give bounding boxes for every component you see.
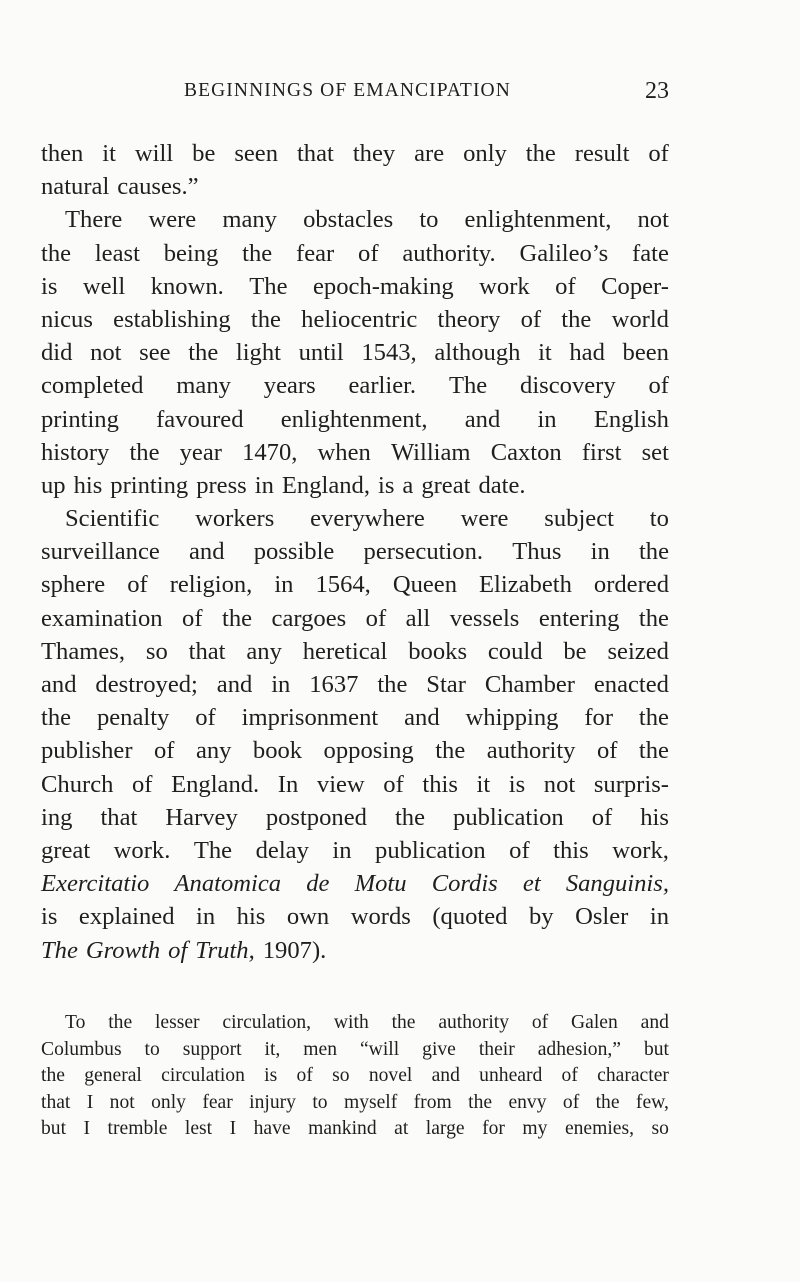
word: with [333, 1012, 369, 1033]
word: printing [110, 471, 189, 499]
word: enlightenment, [464, 206, 612, 234]
word: by [528, 903, 554, 931]
word: surpris- [593, 770, 669, 798]
word: Church [41, 770, 114, 798]
word: 1637 [309, 671, 359, 698]
text-line [41, 137, 669, 170]
word: any [195, 737, 232, 765]
text-line [41, 369, 669, 402]
word: penalty [96, 704, 170, 732]
word: least [94, 239, 140, 267]
page-number: 23 [645, 78, 669, 104]
word: were [460, 505, 509, 533]
word: year [179, 438, 222, 466]
word: cargoes [271, 604, 347, 632]
word: Galen [571, 1012, 618, 1033]
word: book [252, 737, 303, 765]
word: unheard [479, 1065, 543, 1087]
word: adhesion,” [537, 1038, 621, 1060]
word: of [555, 272, 576, 300]
word: be [563, 637, 587, 665]
word: of [153, 737, 175, 765]
word: and [189, 538, 225, 566]
word: opposing [323, 737, 414, 765]
word: English [593, 405, 669, 433]
word: completed [41, 372, 144, 400]
word: of [531, 1012, 549, 1033]
word: the [222, 604, 253, 632]
word: Osler [575, 903, 629, 931]
word: of [561, 1065, 578, 1087]
quote-line [41, 1116, 669, 1143]
word: is [377, 471, 395, 499]
word: Motu [354, 870, 407, 898]
word: the [561, 305, 592, 333]
word: of [296, 1065, 313, 1087]
word: of [648, 372, 669, 400]
word: lest [184, 1118, 213, 1140]
word: great [41, 836, 91, 864]
word: of [562, 1091, 580, 1113]
word: I [83, 1118, 91, 1140]
word: ing [41, 803, 73, 831]
word: The [249, 272, 288, 300]
word: in [254, 471, 274, 499]
word: et [522, 870, 541, 898]
word: persecution. [363, 538, 484, 566]
word: the [41, 239, 72, 267]
word: from [413, 1091, 452, 1113]
word: explained [78, 903, 175, 931]
word: England. [171, 770, 260, 798]
word: in [649, 903, 669, 931]
word: to [144, 1038, 160, 1060]
word: his [236, 903, 266, 931]
word: envy [508, 1091, 547, 1113]
word: everywhere [310, 505, 425, 533]
text-line [41, 170, 669, 203]
word: that [296, 140, 334, 167]
word: but [41, 1118, 67, 1140]
word: of [520, 305, 542, 333]
word: could [487, 637, 543, 665]
word: Harvey [165, 803, 238, 831]
word: first [581, 438, 622, 466]
word: being [163, 239, 219, 267]
body-text [41, 137, 669, 967]
word: his [73, 471, 103, 499]
word: In [277, 770, 299, 798]
text-line [41, 768, 669, 801]
word: Thus [512, 538, 562, 566]
word: Cordis [431, 870, 498, 898]
word: Caxton [490, 438, 562, 466]
word: not [109, 1091, 135, 1113]
word: lesser [154, 1012, 200, 1033]
word: so [145, 637, 168, 665]
word: few, [635, 1091, 669, 1113]
word: the [595, 1091, 620, 1113]
word: Chamber [484, 671, 575, 698]
word: Thames, [41, 637, 126, 665]
word: words [350, 903, 411, 931]
word: William [390, 438, 471, 466]
word: heliocentric [301, 305, 418, 333]
word: the [638, 737, 669, 765]
word: establishing [113, 305, 231, 333]
quote-line [41, 1037, 669, 1064]
word: circulation, [222, 1012, 312, 1033]
word: this [553, 836, 589, 864]
word: “will [359, 1038, 400, 1060]
word: general [84, 1065, 142, 1087]
word: the [242, 239, 273, 267]
word: so [651, 1118, 669, 1140]
word: many [222, 206, 277, 234]
word: The [41, 936, 78, 964]
word: the [638, 604, 669, 632]
word: Exercitatio [41, 870, 150, 898]
word: set [641, 438, 669, 466]
word: this [422, 770, 458, 798]
word: only [151, 1091, 186, 1113]
text-line [41, 867, 669, 900]
word: nicus [41, 305, 93, 333]
word: years [263, 372, 316, 400]
word: epoch-making [312, 272, 454, 300]
word: work [479, 272, 530, 300]
word: enlightenment, [280, 405, 428, 433]
word: surveillance [41, 538, 160, 566]
word: of [648, 140, 669, 167]
word: men [303, 1038, 338, 1060]
word: I [229, 1118, 237, 1140]
word: not [543, 770, 576, 798]
word: only [463, 140, 507, 167]
word: for [584, 704, 614, 732]
word: of [365, 604, 387, 632]
word: many [176, 372, 231, 400]
word: earlier. [348, 372, 417, 400]
word: that [100, 803, 138, 831]
word: the [525, 140, 556, 167]
word: books [408, 637, 468, 665]
word: their [478, 1038, 515, 1060]
text-line [41, 436, 669, 469]
word: is [508, 770, 526, 798]
word: 1564, [315, 571, 371, 599]
text-line [41, 668, 669, 701]
quote-line [41, 1010, 669, 1037]
word: are [414, 140, 445, 167]
word: in [332, 836, 352, 864]
word: postponed [265, 803, 367, 831]
word: will [134, 140, 174, 167]
word: enacted [593, 671, 669, 698]
word: character [597, 1065, 669, 1087]
text-line [41, 336, 669, 369]
word: to [649, 505, 669, 533]
word: The [193, 836, 233, 864]
word: Galileo’s [519, 239, 609, 267]
word: Queen [392, 571, 458, 599]
word: until [298, 339, 344, 367]
word: publisher [41, 737, 133, 765]
word: to [312, 1091, 328, 1113]
word: at [394, 1118, 409, 1140]
word: destroyed; [95, 671, 198, 698]
word: it [102, 140, 116, 167]
word: authority [486, 737, 576, 765]
word: it [476, 770, 491, 798]
word: for [482, 1118, 505, 1140]
word: the [391, 1012, 416, 1033]
word: heretical [302, 637, 388, 665]
word: in [590, 538, 610, 566]
word: Star [426, 671, 466, 698]
word: fear [296, 239, 335, 267]
word: Elizabeth [479, 571, 572, 599]
word: it, [264, 1038, 281, 1060]
word: authority. [402, 239, 496, 267]
word: de [306, 870, 330, 898]
word: they [352, 140, 396, 167]
word: seized [607, 637, 669, 665]
word: of [596, 737, 618, 765]
word: world [611, 305, 669, 333]
word: 1470, [242, 438, 298, 466]
word: although [434, 339, 521, 367]
word: possible [253, 538, 335, 566]
word: authority [438, 1012, 510, 1033]
word: is [41, 903, 58, 931]
word: is [41, 272, 58, 300]
word: the [377, 671, 408, 698]
word: of [591, 803, 613, 831]
word: the [435, 737, 466, 765]
word: then [41, 140, 84, 167]
word: Growth [85, 936, 161, 964]
word: I [86, 1091, 94, 1113]
word: examination [41, 604, 163, 632]
word: support [182, 1038, 242, 1060]
word: known. [150, 272, 224, 300]
word: favoured [156, 405, 244, 433]
word: tremble [107, 1118, 168, 1140]
word: the [638, 538, 669, 566]
word: his [640, 803, 669, 831]
word: of [509, 836, 530, 864]
word: circulation [161, 1065, 245, 1087]
word: that [41, 1091, 71, 1113]
word: of [127, 571, 148, 599]
word: well [82, 272, 126, 300]
word: enemies, [564, 1118, 635, 1140]
word: the [41, 1065, 65, 1087]
word: have [253, 1118, 291, 1140]
word: not [90, 339, 122, 367]
text-line [41, 535, 669, 568]
running-head [41, 74, 669, 108]
text-line [41, 934, 669, 967]
text-line [41, 270, 669, 303]
word: work. [113, 836, 171, 864]
running-title: BEGINNINGS OF EMANCIPATION [184, 80, 511, 101]
word: There [65, 206, 123, 234]
text-line [41, 701, 669, 734]
word: injury [249, 1091, 296, 1113]
word: 1907). [262, 936, 327, 964]
word: the [41, 704, 72, 732]
word: a [402, 471, 414, 499]
word: the [129, 438, 160, 466]
text-line [41, 403, 669, 436]
word: all [405, 604, 431, 632]
word: and [464, 405, 501, 433]
word: the [468, 1091, 493, 1113]
word: and [640, 1012, 669, 1033]
word: be [192, 140, 216, 167]
word: To [65, 1012, 86, 1033]
word: and [404, 704, 440, 732]
word: ordered [593, 571, 669, 599]
word: of [358, 239, 379, 267]
word: entering [538, 604, 620, 632]
word: the [638, 704, 669, 732]
text-line [41, 237, 669, 270]
word: myself [343, 1091, 398, 1113]
word: give [422, 1038, 456, 1060]
word: see [139, 339, 171, 367]
word: did [41, 339, 73, 367]
word: discovery [520, 372, 616, 400]
quote-line [41, 1090, 669, 1117]
word: religion, [169, 571, 253, 599]
word: so [332, 1065, 350, 1087]
word: not [637, 206, 669, 234]
word: The [448, 372, 488, 400]
word: and [216, 671, 253, 698]
word: sphere [41, 571, 106, 599]
word: mankind [308, 1118, 377, 1140]
quote-line [41, 1063, 669, 1090]
word: view [316, 770, 365, 798]
word: to [419, 206, 439, 234]
word: 1543, [361, 339, 417, 367]
word: vessels [449, 604, 520, 632]
word: is [264, 1065, 278, 1087]
word: date. [478, 471, 526, 499]
text-line [41, 469, 669, 502]
word: publication [453, 803, 564, 831]
word: obstacles [303, 206, 394, 234]
word: England, [281, 471, 370, 499]
word: seen [234, 140, 279, 167]
word: printing [41, 405, 119, 433]
text-line [41, 734, 669, 767]
word: the [250, 305, 281, 333]
word: result [574, 140, 630, 167]
word: of [195, 704, 216, 732]
text-line [41, 502, 669, 535]
word: in [537, 405, 557, 433]
word: Sanguinis, [565, 870, 669, 898]
text-line [41, 303, 669, 336]
word: my [522, 1118, 548, 1140]
word: imprisonment [241, 704, 379, 732]
block-quote [41, 1010, 669, 1143]
word: Coper- [601, 272, 669, 300]
word: but [643, 1038, 669, 1060]
word: history [41, 438, 110, 466]
word: press [196, 471, 247, 499]
word: Scientific [65, 505, 160, 533]
word: that [188, 637, 226, 665]
text-line [41, 635, 669, 668]
word: of [168, 936, 188, 964]
word: were [148, 206, 197, 234]
word: Anatomica [174, 870, 282, 898]
word: Columbus [41, 1038, 122, 1060]
text-line [41, 834, 669, 867]
text-line [41, 801, 669, 834]
word: subject [544, 505, 614, 533]
word: whipping [465, 704, 559, 732]
word: any [246, 637, 282, 665]
word: natural [41, 173, 110, 201]
word: large [425, 1118, 465, 1140]
word: up [41, 471, 66, 499]
word: it [538, 339, 552, 367]
word: the [188, 339, 219, 367]
word: workers [195, 505, 275, 533]
word: fear [202, 1091, 233, 1113]
word: of [383, 770, 404, 798]
word: (quoted [432, 903, 508, 931]
word: novel [368, 1065, 413, 1087]
word: light [235, 339, 281, 367]
text-line [41, 602, 669, 635]
word: causes.” [117, 173, 199, 201]
text-line [41, 568, 669, 601]
word: publication [375, 836, 486, 864]
word: theory [437, 305, 501, 333]
word: had [569, 339, 605, 367]
word: and [41, 671, 77, 698]
word: Truth, [195, 936, 255, 964]
word: and [431, 1065, 460, 1087]
word: great [421, 471, 471, 499]
word: when [317, 438, 371, 466]
word: work, [612, 836, 669, 864]
word: of [182, 604, 203, 632]
word: of [132, 770, 153, 798]
word: in [271, 671, 291, 698]
word: delay [255, 836, 309, 864]
word: the [108, 1012, 133, 1033]
word: in [196, 903, 216, 931]
word: in [274, 571, 294, 599]
word: fate [632, 239, 669, 267]
word: own [286, 903, 330, 931]
word: been [622, 339, 669, 367]
text-line [41, 900, 669, 933]
word: the [394, 803, 425, 831]
text-line [41, 203, 669, 236]
